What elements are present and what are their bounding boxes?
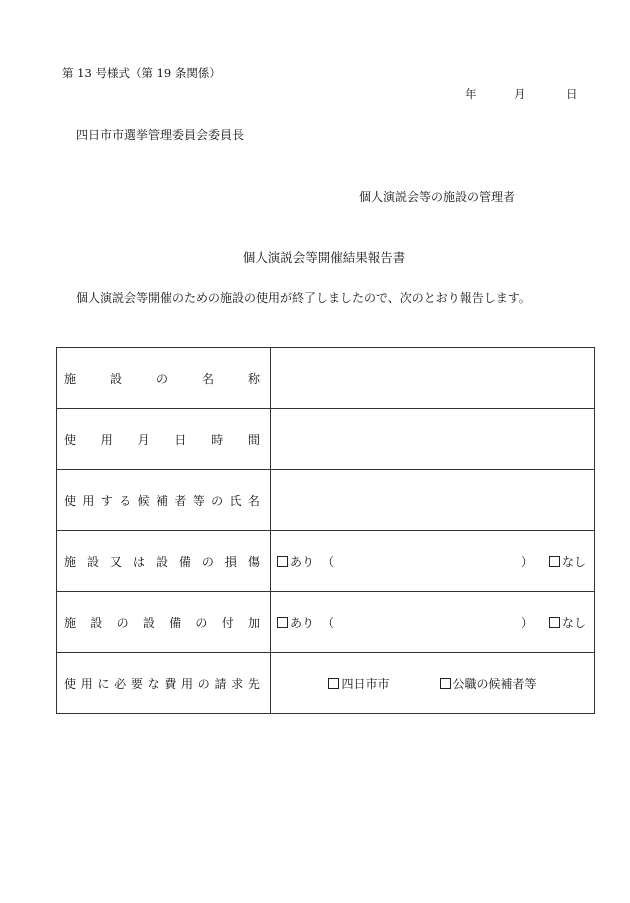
label-char: 設 xyxy=(155,554,168,569)
date-day: 日 xyxy=(566,87,578,101)
label-char: 傷 xyxy=(247,554,260,569)
label-char: 使 xyxy=(64,676,77,691)
billing-city-label: 四日市市 xyxy=(341,676,390,691)
addition-no-checkbox[interactable] xyxy=(549,617,560,628)
damage-yes-checkbox[interactable] xyxy=(277,556,288,567)
damage-label xyxy=(57,531,271,592)
addition-paren-close: ） xyxy=(520,615,533,630)
label-char: の xyxy=(211,493,224,508)
sender-title: 個人演説会等の施設の管理者 xyxy=(359,190,516,204)
billing-city-checkbox[interactable] xyxy=(328,678,339,689)
label-char: 月 xyxy=(137,432,150,447)
label-char: 付 xyxy=(221,615,234,630)
report-table xyxy=(56,347,595,714)
label-char: 設 xyxy=(109,371,122,386)
billing-field xyxy=(271,653,595,714)
label-char: す xyxy=(100,493,113,508)
label-char: 要 xyxy=(130,676,143,691)
table-row-candidate-name xyxy=(57,470,595,531)
addition-label xyxy=(57,592,271,653)
label-char: 称 xyxy=(247,371,260,386)
label-char: 設 xyxy=(86,554,99,569)
intro-text: 個人演説会等開催のための施設の使用が終了しましたので、次のとおり報告します。 xyxy=(76,291,531,305)
date-year: 年 xyxy=(465,87,477,101)
damage-field xyxy=(271,531,595,592)
addition-paren-open: （ xyxy=(322,615,335,630)
damage-paren-close: ） xyxy=(520,554,533,569)
label-char: 備 xyxy=(169,615,182,630)
form-number: 第 13 号様式（第 19 条関係） xyxy=(62,66,221,80)
table-row-addition xyxy=(57,592,595,653)
document-title: 個人演説会等開催結果報告書 xyxy=(242,250,406,265)
label-char: 者 xyxy=(174,493,187,508)
label-char: 用 xyxy=(181,676,194,691)
addition-yes-checkbox[interactable] xyxy=(277,617,288,628)
label-char: 設 xyxy=(142,615,155,630)
label-char: 候 xyxy=(137,493,150,508)
label-char: 日 xyxy=(174,432,187,447)
label-char: 費 xyxy=(164,676,177,691)
label-char: 名 xyxy=(201,371,214,386)
facility-name-label xyxy=(57,348,271,409)
label-char: 設 xyxy=(90,615,103,630)
label-char: は xyxy=(132,554,145,569)
label-char: 時 xyxy=(211,432,224,447)
billing-label xyxy=(57,653,271,714)
billing-candidate-checkbox[interactable] xyxy=(440,678,451,689)
damage-yes-label: あり xyxy=(290,554,315,569)
label-char: 必 xyxy=(114,676,127,691)
label-char: 補 xyxy=(155,493,168,508)
label-char: の xyxy=(116,615,129,630)
label-char: 使 xyxy=(64,493,77,508)
date-month: 月 xyxy=(514,87,526,101)
label-char: 施 xyxy=(64,554,77,569)
addition-yes-label: あり xyxy=(290,615,315,630)
billing-candidate-label: 公職の候補者等 xyxy=(452,676,537,691)
label-char: 又 xyxy=(109,554,122,569)
facility-name-field[interactable] xyxy=(271,348,595,409)
label-char: 用 xyxy=(80,676,93,691)
label-char: 備 xyxy=(178,554,191,569)
addressee: 四日市市選挙管理委員会委員長 xyxy=(76,128,245,142)
label-char: 用 xyxy=(100,432,113,447)
usage-datetime-field[interactable] xyxy=(271,409,595,470)
candidate-name-field[interactable] xyxy=(271,470,595,531)
damage-paren-open: （ xyxy=(322,554,335,569)
label-char: 加 xyxy=(247,615,260,630)
candidate-name-label xyxy=(57,470,271,531)
usage-datetime-label xyxy=(57,409,271,470)
table-row-damage xyxy=(57,531,595,592)
label-char: の xyxy=(155,371,168,386)
label-char: 名 xyxy=(247,493,260,508)
addition-no-label: なし xyxy=(561,615,586,630)
label-char: 損 xyxy=(224,554,237,569)
table-row-usage-datetime xyxy=(57,409,595,470)
label-char: 求 xyxy=(231,676,244,691)
label-char: る xyxy=(119,493,132,508)
damage-no-checkbox[interactable] xyxy=(549,556,560,567)
label-char: 施 xyxy=(64,615,77,630)
label-char: 先 xyxy=(247,676,260,691)
label-char: 間 xyxy=(247,432,260,447)
table-row-facility-name xyxy=(57,348,595,409)
label-char: 等 xyxy=(192,493,205,508)
damage-no-label: なし xyxy=(561,554,586,569)
table-row-billing xyxy=(57,653,595,714)
label-char: な xyxy=(147,676,160,691)
label-char: 氏 xyxy=(229,493,242,508)
label-char: 請 xyxy=(214,676,227,691)
label-char: に xyxy=(97,676,110,691)
label-char: 使 xyxy=(64,432,77,447)
label-char: の xyxy=(201,554,214,569)
label-char: の xyxy=(195,615,208,630)
label-char: の xyxy=(197,676,210,691)
label-char: 施 xyxy=(64,371,77,386)
addition-field xyxy=(271,592,595,653)
label-char: 用 xyxy=(82,493,95,508)
